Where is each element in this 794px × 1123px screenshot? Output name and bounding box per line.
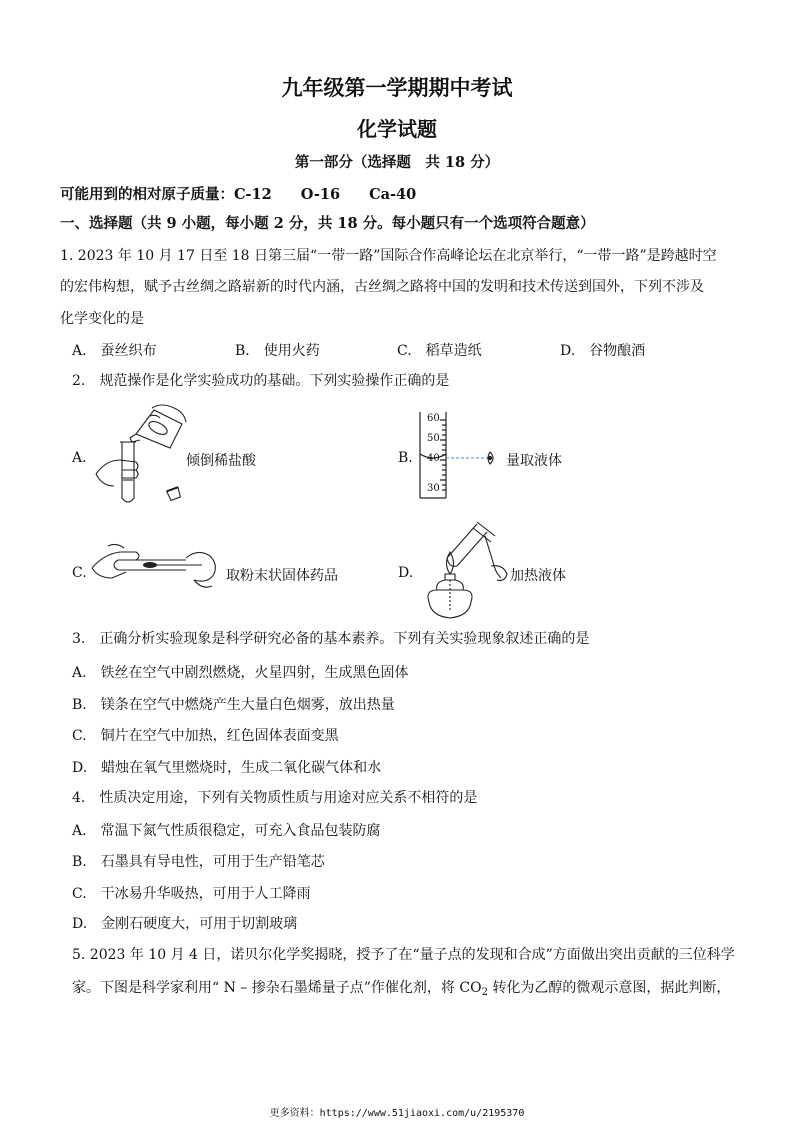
q3-option-a: A. 铁丝在空气中剧烈燃烧，火星四射，生成黑色固体 bbox=[72, 665, 409, 681]
co2-subscript: 2 bbox=[481, 987, 488, 998]
atomic-masses: 可能用到的相对原子质量：C-12 O-16 Ca-40 bbox=[60, 186, 417, 203]
section-heading: 一、选择题（共 9 小题，每小题 2 分，共 18 分。每小题只有一个选项符合题意） bbox=[60, 215, 595, 232]
heating-liquid-illustration bbox=[415, 516, 515, 624]
cylinder-tick-50: 50 bbox=[427, 433, 440, 444]
q3-option-d: D. 蜡烛在氧气里燃烧时，生成二氧化碳气体和水 bbox=[72, 760, 382, 776]
q2-stem: 2. 规范操作是化学实验成功的基础。下列实验操作正确的是 bbox=[72, 373, 450, 389]
q1-option-a: A. 蚕丝织布 bbox=[72, 343, 157, 359]
q2-option-d-caption: 加热液体 bbox=[510, 568, 566, 584]
q2-option-c-label: C. bbox=[72, 565, 87, 581]
exam-title: 九年级第一学期期中考试 bbox=[281, 75, 513, 100]
cylinder-tick-30: 30 bbox=[427, 483, 440, 494]
q4-option-c: C. 干冰易升华吸热，可用于人工降雨 bbox=[72, 886, 311, 902]
q5-line-1: 5. 2023 年 10 月 4 日，诺贝尔化学奖揭晓，授予了在“量子点的发现和合成”方面做出突出贡献的三位科学 bbox=[72, 947, 735, 963]
q1-option-c: C. 稻草造纸 bbox=[397, 343, 482, 359]
q4-option-a: A. 常温下氮气性质很稳定，可充入食品包装防腐 bbox=[72, 823, 381, 839]
q2-option-b-label: B. bbox=[398, 450, 413, 466]
q5-line-2-pre: 家。下图是科学家利用“ N – 掺杂石墨烯量子点”作催化剂，将 CO bbox=[72, 980, 482, 996]
q4-stem: 4. 性质决定用途，下列有关物质性质与用途对应关系不相符的是 bbox=[72, 790, 478, 806]
q3-option-c: C. 铜片在空气中加热，红色固体表面变黑 bbox=[72, 728, 339, 744]
q3-option-b: B. 镁条在空气中燃烧产生大量白色烟雾，放出热量 bbox=[72, 697, 395, 713]
q1-option-d: D. 谷物酿酒 bbox=[560, 343, 646, 359]
part-heading: 第一部分（选择题 共 18 分） bbox=[294, 154, 500, 171]
cylinder-tick-60: 60 bbox=[427, 413, 440, 424]
q2-option-a-label: A. bbox=[72, 450, 87, 466]
graduated-cylinder-illustration bbox=[410, 410, 500, 502]
subject-title: 化学试题 bbox=[357, 117, 437, 141]
q4-option-b: B. 石墨具有导电性，可用于生产铅笔芯 bbox=[72, 854, 325, 870]
q5-line-2-post: 转化为乙醇的微观示意图，据此判断， bbox=[487, 980, 731, 996]
pouring-acid-illustration bbox=[92, 402, 192, 507]
cylinder-tick-40: 40 bbox=[427, 453, 440, 464]
q2-option-c-caption: 取粉末状固体药品 bbox=[226, 568, 338, 584]
q2-option-a-caption: 倾倒稀盐酸 bbox=[186, 453, 256, 469]
footer-resource-link[interactable]: 更多资料：https://www.51jiaoxi.com/u/2195370 bbox=[269, 1108, 525, 1119]
q5-line-2 bbox=[72, 978, 730, 1003]
q1-line-3: 化学变化的是 bbox=[60, 311, 144, 327]
q4-option-d: D. 金刚石硬度大，可用于切割玻璃 bbox=[72, 916, 298, 932]
q1-line-1: 1. 2023 年 10 月 17 日至 18 日第三届“一带一路”国际合作高峰论坛在北京举行，“一带一路”是跨越时空 bbox=[60, 248, 717, 264]
q2-option-d-label: D. bbox=[398, 565, 414, 581]
powder-sampling-illustration bbox=[90, 538, 220, 594]
q3-stem: 3. 正确分析实验现象是科学研究必备的基本素养。下列有关实验现象叙述正确的是 bbox=[72, 631, 590, 647]
q2-option-b-caption: 量取液体 bbox=[506, 453, 562, 469]
q1-option-b: B. 使用火药 bbox=[235, 343, 320, 359]
q1-line-2: 的宏伟构想，赋予古丝绸之路崭新的时代内涵，古丝绸之路将中国的发明和技术传送到国外，下列不涉及 bbox=[60, 279, 704, 295]
